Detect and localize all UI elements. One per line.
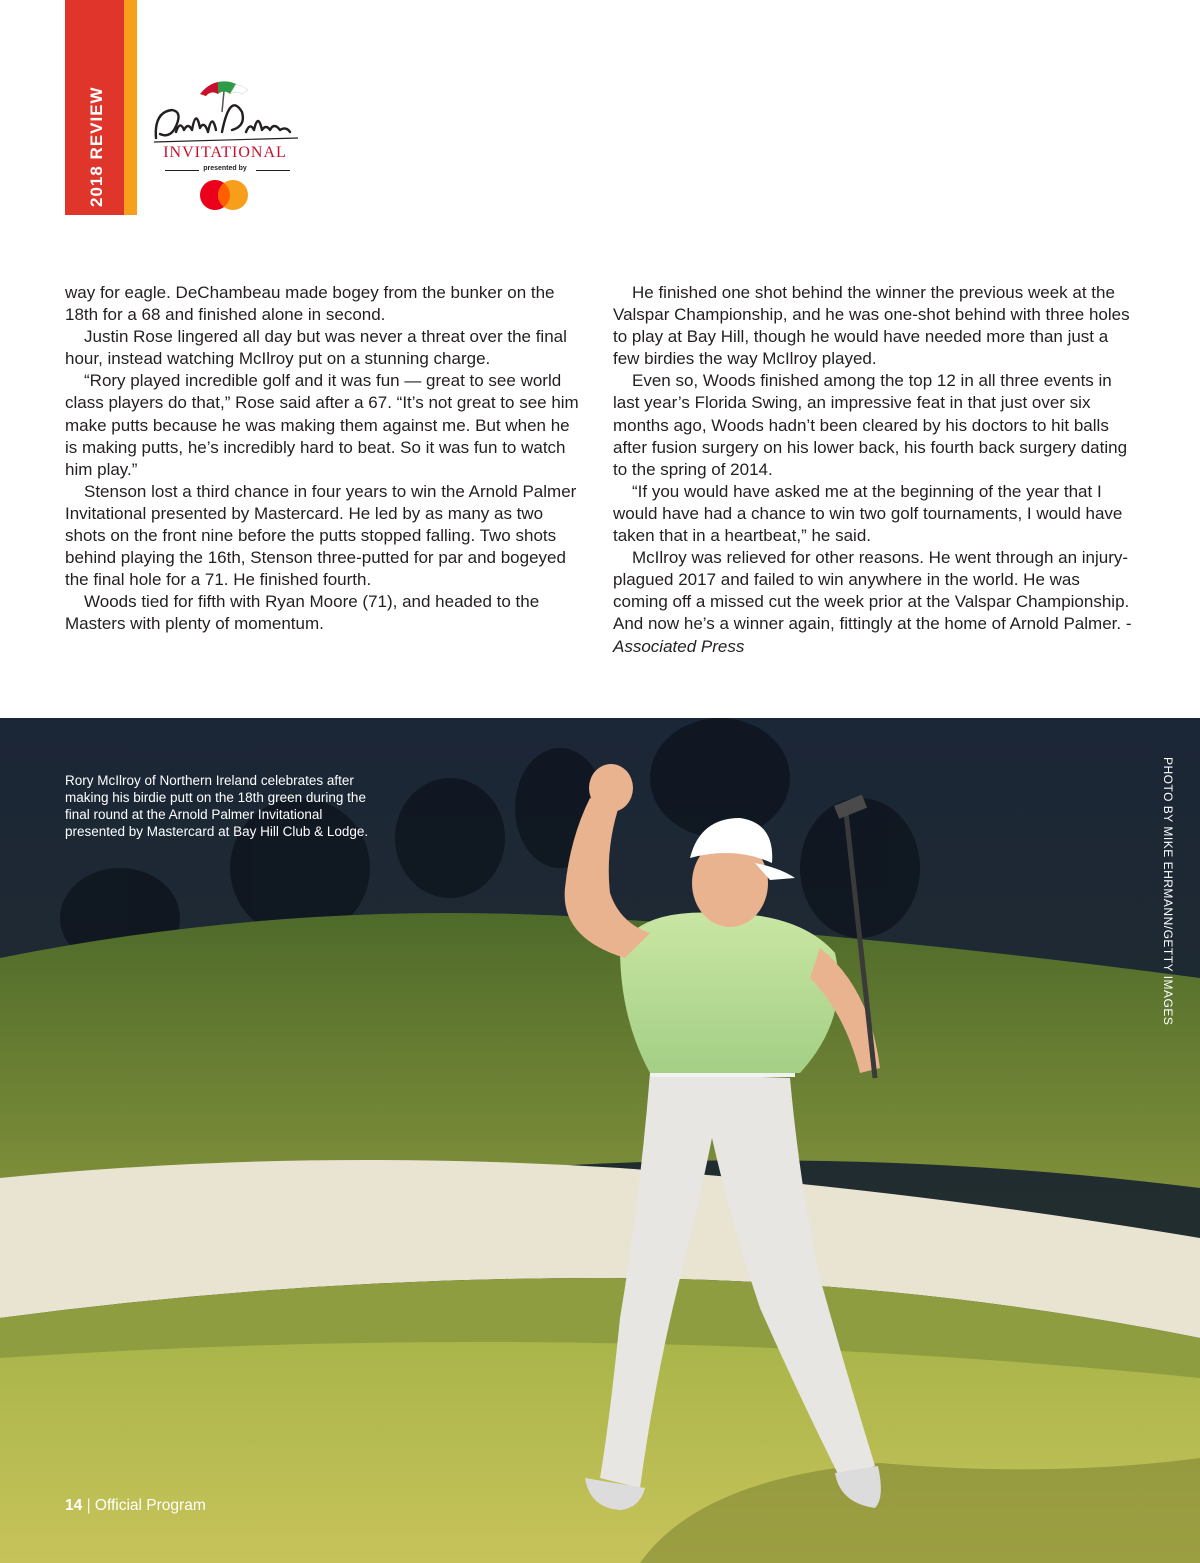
photo-credit: PHOTO BY MIKE EHRMANN/GETTY IMAGES bbox=[1161, 757, 1175, 1026]
event-name: INVITATIONAL bbox=[163, 144, 287, 161]
hero-photo bbox=[0, 718, 1200, 1563]
paragraph: Woods tied for fifth with Ryan Moore (71), and headed to the Masters with plenty of momentum. bbox=[65, 592, 540, 634]
section-label: 2018 REVIEW bbox=[87, 86, 106, 207]
mastercard-logo bbox=[195, 177, 255, 213]
umbrella-icon bbox=[150, 72, 305, 147]
page-footer bbox=[65, 1497, 206, 1515]
section-tab-accent bbox=[124, 0, 137, 215]
attribution: Associated Press bbox=[613, 636, 745, 656]
footer-separator: | bbox=[86, 1497, 91, 1514]
article-left-column bbox=[65, 282, 585, 636]
paragraph: “If you would have asked me at the beginning of the year that I would have had a chance to win two golf tournaments, I would have taken that in a heartbeat,” he said. bbox=[613, 481, 1123, 546]
event-logo bbox=[150, 72, 305, 212]
paragraph: Justin Rose lingered all day but was never a threat over the final hour, instead watching McIlroy put on a stunning charge. bbox=[65, 327, 567, 369]
publication-name: Official Program bbox=[94, 1497, 206, 1514]
paragraph: Even so, Woods finished among the top 12 in all three events in last year’s Florida Swing, an impressive feat in that just over six months ago, Woods hadn’t been cleared by his doctors to hit balls after fusion surgery on his lower back, his fourth back surgery dating to the spring of 2014. bbox=[613, 371, 1128, 479]
paragraph: “Rory played incredible golf and it was fun — great to see world class players do that,” Rose said after a 67. “It’s not great to see him make putts because he was making them against me. But when he is making putts, he’s incredibly hard to beat. So it was fun to watch him play.” bbox=[65, 371, 579, 479]
paragraph: Stenson lost a third chance in four years to win the Arnold Palmer Invitational presented by Mastercard. He led by as many as two shots on the front nine before the putts stopped falling. Two shots behind playing the 16th, Stenson three-putted for par and bogeyed the final hole for a 71. He finished fourth. bbox=[65, 481, 577, 590]
presented-by: presented by bbox=[203, 165, 247, 172]
paragraph: He finished one shot behind the winner the previous week at the Valspar Championship, and he was one-shot behind with three holes to play at Bay Hill, though he would have needed more than just a few birdies the way McIlroy played. bbox=[613, 283, 1130, 369]
page-number: 14 bbox=[65, 1497, 83, 1514]
section-tab bbox=[65, 0, 137, 215]
paragraph-final bbox=[613, 547, 1135, 657]
paragraph: way for eagle. DeChambeau made bogey from the bunker on the 18th for a 68 and finished alone in second. bbox=[65, 283, 555, 325]
final-text: McIlroy was relieved for other reasons. He went through an injury-plagued 2017 and failed to win anywhere in the world. He was coming off a missed cut the week prior at the Valspar Championship. And now he’s a winner again, fittingly at the home of Arnold Palmer. - bbox=[613, 548, 1132, 634]
golfer-celebration-illustration bbox=[0, 718, 1200, 1563]
article-right-column bbox=[613, 282, 1135, 658]
photo-caption: Rory McIlroy of Northern Ireland celebrates after making his birdie putt on the 18th green during the final round at the Arnold Palmer Invitational presented by Mastercard at Bay Hill Club & Lodge. bbox=[65, 773, 369, 839]
